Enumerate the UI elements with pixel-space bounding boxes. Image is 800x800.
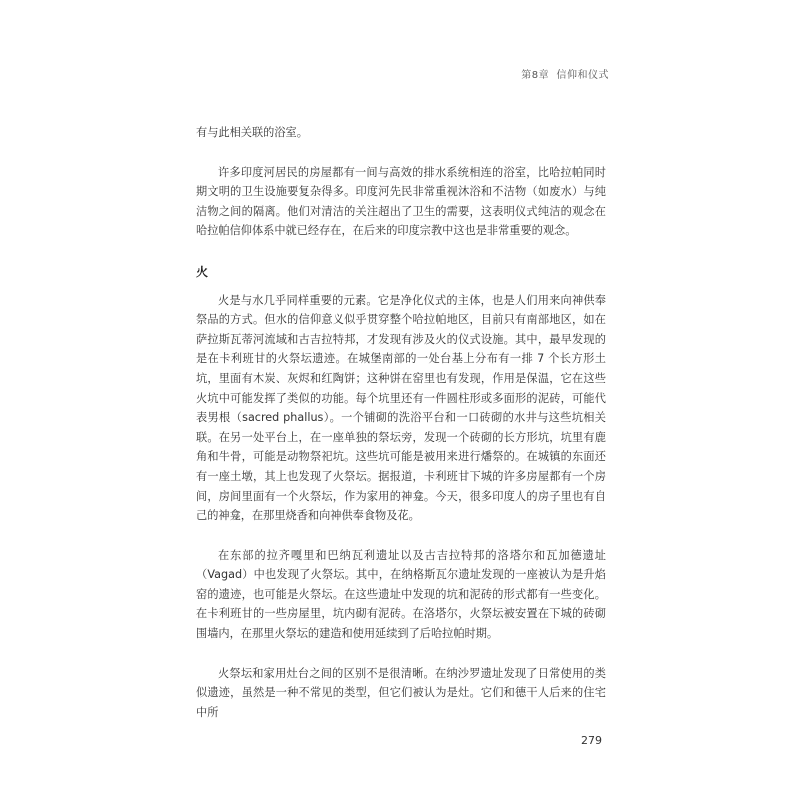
page-number: 279 — [581, 734, 602, 747]
chapter-number: 第8章 — [521, 70, 550, 81]
paragraph-eastern-sites: 在东部的拉齐嘎里和巴纳瓦利遗址以及古吉拉特邦的洛塔尔和瓦加德遗址（Vagad）中也发现了火祭坛。其中，在纳格斯瓦尔遗址发现的一座被认为是升焰窑的遗迹，也可能是火祭坛。在这些遗址中发现的坑和泥砖的形式都有一些变化。在卡利班甘的一些房屋里，坑内砌有泥砖。在洛塔尔，火祭坛被安置在下城的砖砌围墙内，在那里火祭坛的建造和使用延续到了后哈拉帕时期。 — [196, 548, 606, 641]
paragraph-continuation: 有与此相关联的浴室。 — [196, 126, 308, 139]
chapter-title: 信仰和仪式 — [556, 70, 609, 81]
running-header — [521, 66, 609, 81]
page-body — [196, 123, 606, 722]
paragraph-fire-altars: 火是与水几乎同样重要的元素。它是净化仪式的主体，也是人们用来向神供奉祭品的方式。但水的信仰意义似乎贯穿整个哈拉帕地区，目前只有南部地区，如在萨拉斯瓦蒂河流域和古吉拉特邦，才发现有涉及火的仪式设施。其中，最早发现的是在卡利班甘的火祭坛遗迹。在城堡南部的一处台基上分布有一排 7 个长方形土坑，里面有木炭、灰烬和红陶饼；这种饼在窑里也有发现，作用是保温，它在这些火坑中可能发挥了类似的功能。每个坑里还有一件圆柱形或多面形的泥砖，可能代表男根（sacred phallus）。一个铺砌的洗浴平台和一口砖砌的水井与这些坑相关联。在另一处平台上，在一座单独的祭坛旁，发现一个砖砌的长方形坑，坑里有鹿角和牛骨，可能是动物祭祀坑。这些坑可能是被用来进行燔祭的。在城镇的东面还有一座土墩，其上也发现了火祭坛。据报道，卡利班甘下城的许多房屋都有一个房间，房间里面有一个火祭坛，作为家用的神龛。今天，很多印度人的房子里也有自己的神龛，在那里烧香和向神供奉食物及花。 — [196, 293, 606, 523]
paragraph-bathrooms: 许多印度河居民的房屋都有一间与高效的排水系统相连的浴室，比哈拉帕同时期文明的卫生设施要复杂得多。印度河先民非常重视沐浴和不洁物（如废水）与纯洁物之间的隔离。他们对清洁的关注超出了卫生的需要，这表明仪式纯洁的观念在哈拉帕信仰体系中就已经存在，在后来的印度宗教中这也是非常重要的观念。 — [196, 165, 606, 238]
section-heading-fire: 火 — [196, 264, 209, 279]
paragraph-hearths: 火祭坛和家用灶台之间的区别不是很清晰。在纳沙罗遗址发现了日常使用的类似遗迹，虽然是一种不常见的类型，但它们被认为是灶。它们和德干人后来的住宅中所 — [196, 666, 606, 719]
